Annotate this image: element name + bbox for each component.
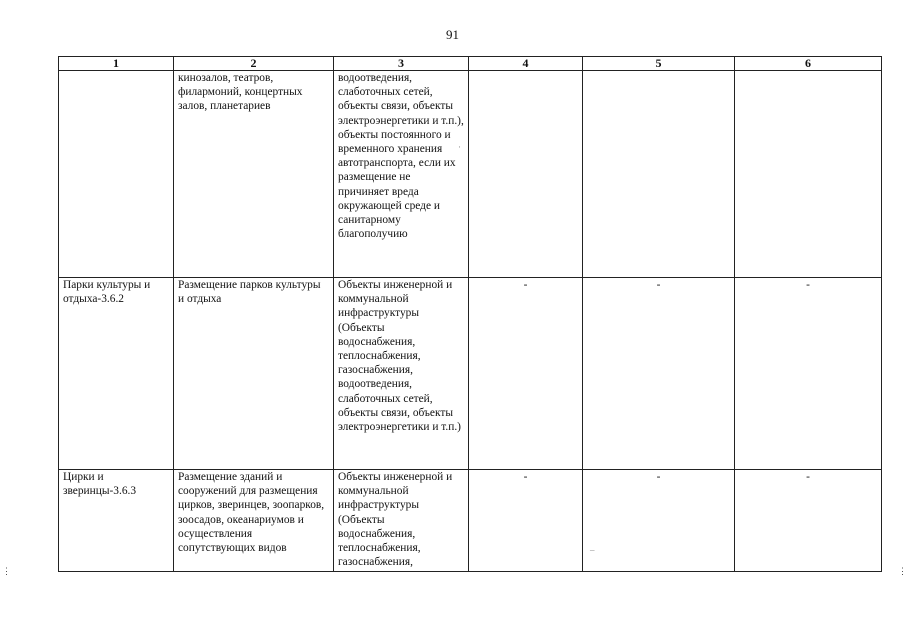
cell-col4: - [469, 278, 583, 470]
cell-description: Размещение зданий и сооружений для размещения цирков, зверинцев, зоопарков, зоосадов, океанариумов и осуществления сопутствующих видов [174, 470, 334, 572]
cell-auxiliary-uses: Объекты инженерной и коммунальной инфраструктуры (Объекты водоснабжения, теплоснабжения, газоснабжения, [334, 470, 469, 572]
cell-description: Размещение парков культуры и отдыха [174, 278, 334, 470]
column-header-2: 2 [174, 57, 334, 71]
cell-col4 [469, 71, 583, 278]
land-use-table [58, 56, 882, 572]
cell-use-type [59, 71, 174, 278]
column-header-1: 1 [59, 57, 174, 71]
cell-use-type: Парки культуры и отдыха-3.6.2 [59, 278, 174, 470]
cell-col5: - [583, 470, 735, 572]
cell-description: кинозалов, театров, филармоний, концертных залов, планетариев [174, 71, 334, 278]
page-number: 91 [446, 27, 459, 42]
column-header-3: 3 [334, 57, 469, 71]
cell-col5: - [583, 278, 735, 470]
column-header-4: 4 [469, 57, 583, 71]
scan-edge-mark-left: ⋮ [2, 566, 11, 576]
cell-col6 [735, 71, 882, 278]
column-header-6: 6 [735, 57, 882, 71]
cell-auxiliary-uses: водоотведения, слаботочных сетей, объекты связи, объекты электроэнергетики и т.п.), объекты постоянного и временного хранения автотранспорта, если их размещение не причиняет вреда окружающей среде и санитарному благополучию [334, 71, 469, 278]
table-header-row [59, 57, 882, 71]
scan-edge-mark-right: ⋮ [898, 566, 907, 576]
cell-col5 [583, 71, 735, 278]
table-row [59, 278, 882, 470]
scan-speck: · [458, 142, 461, 152]
scan-speck: – [590, 545, 595, 555]
table-row [59, 470, 882, 572]
cell-use-type: Цирки и зверинцы-3.6.3 [59, 470, 174, 572]
cell-col4: - [469, 470, 583, 572]
cell-auxiliary-uses: Объекты инженерной и коммунальной инфраструктуры (Объекты водоснабжения, теплоснабжения, газоснабжения, водоотведения, слаботочных сетей, объекты связи, объекты электроэнергетики и т.п.) [334, 278, 469, 470]
cell-col6: - [735, 470, 882, 572]
column-header-5: 5 [583, 57, 735, 71]
table-row [59, 71, 882, 278]
cell-col6: - [735, 278, 882, 470]
